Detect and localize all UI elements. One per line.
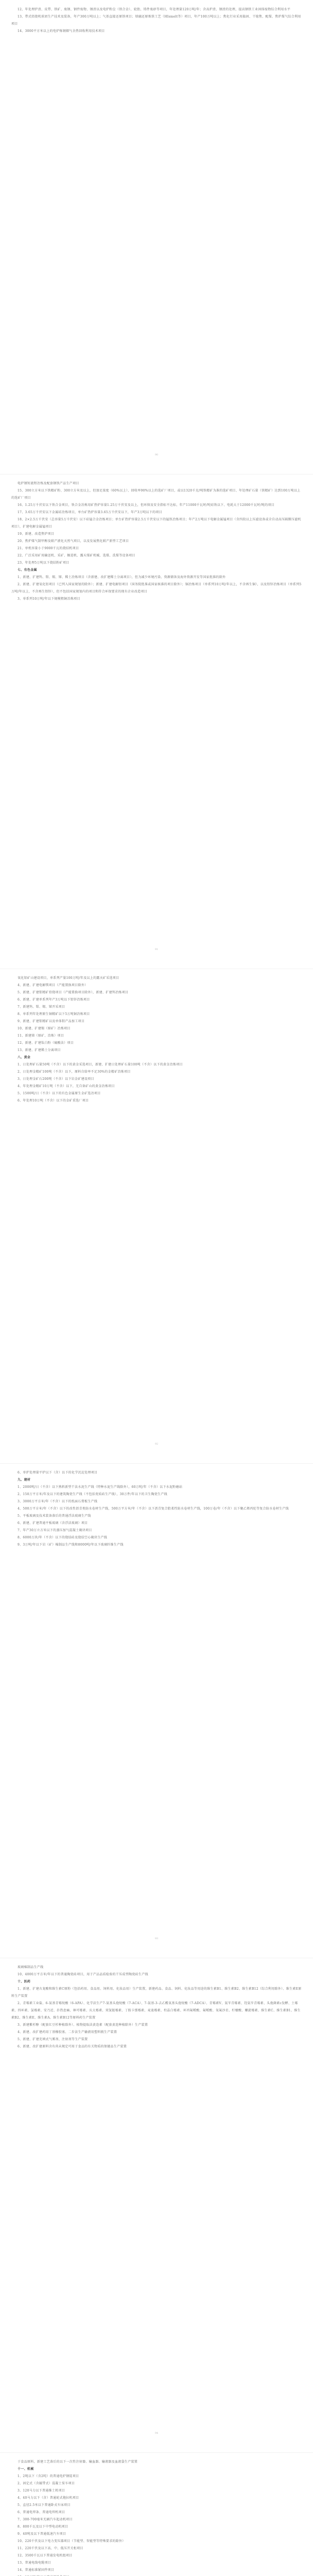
paragraph: 9、3万吨/年以下岩（矿）棉制品生产线和8000吨/年以下玻璃纤维生产线 <box>18 1543 124 1547</box>
paragraph: 12、新建、扩建钛白粉（硫酸法）项目 <box>18 1041 74 1045</box>
paragraph: 5、新建、扩建充填式气雾剂、注射剂等生产装置 <box>18 2038 88 2041</box>
paragraph: 2、150万平方米/年及以下的建筑陶瓷生产线（不包括瓷质砖生产线），30万件/年以下的卫生陶瓷生产线 <box>18 1493 167 1496</box>
paragraph: 6、普通电焊条、普通电焊机项目 <box>18 2511 65 2514</box>
section-heading: 七、有色金属 <box>18 568 37 572</box>
section-heading: 八、黄金 <box>18 1056 31 1059</box>
paragraph: 14、普通标准紧固件项目 <box>18 2568 55 2572</box>
paragraph: 14、3000平方米以上的电炉炼钢烟气余热回收利用技术项目 <box>18 29 105 33</box>
paragraph: 3、日处理金矿石200吨（不含）以下岩金矿建设项目 <box>18 1077 94 1081</box>
paragraph: 17、3.65万千伏安以下金属硅冶炼项目，单台矿热炉容量3.65万千伏安以下，年产3万吨以下的项目 <box>18 511 162 514</box>
paragraph: 5、新建、扩建钼精矿焙烧项目（产能置换项目除外），新建、扩建钨冶炼项目 <box>18 991 129 994</box>
paragraph: 4、40马力以下（含）普通轮式拖拉机项目 <box>18 2496 79 2500</box>
paragraph: 16、1.25万千伏安以下铁合金项目，铁合金冶炼用矿热炉容量1.25万千伏安及以上，但环保及安全指标不达标，年产11000千瓦时/吨硅铁以下、电耗大于12000千瓦时/吨的项目 <box>18 503 274 507</box>
paragraph: 8、单系列年处理原生铜精矿以下5万吨铜冶炼项目 <box>18 1012 90 1016</box>
document-page <box>0 474 313 969</box>
page-separator <box>0 1463 313 1464</box>
paragraph: 7、年产30万立方米以下的蒸压加气混凝土砌块项目 <box>18 1529 92 1532</box>
paragraph: 2、日处理金精矿100吨（不含）以下，原料自给率不足30%的金精矿冶炼项目 <box>18 1070 131 1074</box>
paragraph: 6、新建、扩建单系列年产3万吨以下铅锌冶炼项目 <box>18 998 90 1002</box>
paragraph: 3、3000万平方米/年（不含）以下的纸面石膏板生产线 <box>18 1500 98 1503</box>
paragraph: 13、普通电线电缆项目 <box>18 2561 51 2565</box>
paragraph: 5、1500吨/日（不含）以下的有色金属原生金矿选冶项目 <box>18 1092 101 1095</box>
paragraph: 10、220千伏及以下电力变压器项目（节能型、智能型等特殊要求的除外） <box>18 2539 126 2543</box>
paragraph: 10、4000万平方米/年以下的普通陶瓷砖项目，用于产品品质检验的干压成型陶瓷砖生产线 <box>18 1973 148 1976</box>
paragraph: 8、6000万块/年（不含）以下的烧结砖及烧结空心砌块生产线 <box>18 1536 108 1539</box>
paragraph: 10、新建、扩建锡（原矿）冶炼项目 <box>18 1027 71 1030</box>
page-body <box>0 6 313 35</box>
paragraph: 5、直径2.5米以下普通卧式车床项目 <box>18 2503 71 2507</box>
paragraph: 1、2吨以下（含2吨）的普通电炉钢锭项目 <box>18 2475 79 2478</box>
document-page <box>0 2452 313 2576</box>
paragraph: 21、单机容量小于9000千瓦的烧结机项目 <box>18 547 79 550</box>
paragraph: 2、固定式（含履带式）混凝土泵车项目 <box>18 2482 75 2485</box>
page-body <box>0 975 313 1105</box>
paragraph: 15、300立方米以下铁精矿粉、300立方米及以上，但加足浓度（60%以上）、回收率90%以上的选矿厂项目，或以1320千克/吨铁精矿为准的选矿项目、年处理矿石量（铁精矿）达到100万吨以上的选矿厂项目 <box>11 489 301 500</box>
section-heading: 十、医药 <box>18 1980 31 1984</box>
paragraph: 氧化铝矿山建设项目，单系列产量100万吨/年及以上的露天矿采选项目 <box>18 976 119 980</box>
document-page <box>0 0 313 474</box>
paragraph: 9、40吨及以下普通低速汽车项目 <box>18 2532 66 2536</box>
page-number: 92 <box>154 1443 159 1446</box>
paragraph: 6、年处理10万吨（不含）以下的金矿重选厂项目 <box>18 1099 89 1103</box>
paragraph: 4、新建、扩建电解镁项目（产能置换项目除外） <box>18 984 88 987</box>
paragraph: 9、新建、扩建钼精矿以及单体钼产品加工项目 <box>18 1020 85 1023</box>
section-heading: 十一、机械 <box>18 2467 34 2471</box>
paragraph: 20、焦炉煤气制甲醇及联产液化天然气项目，以及发展焦化联产新型工艺项目 <box>18 539 129 543</box>
paragraph: 4、年处理金精矿10万吨（不含）以下，无自备矿山的黄金冶炼项目 <box>18 1084 115 1088</box>
paragraph: 23、年处理5万吨以下烧结粉矿项目 <box>18 561 69 565</box>
paragraph: 12、3500千瓦以下普通发电机组项目 <box>18 2554 73 2557</box>
paragraph: 2、青霉素工业盐、6-氨基青霉烷酸（6-APA）、化学法生产7-氨基头孢烷酸（7-ACA）、7-氨基-3-去乙酰氧基头孢烷酸（7-ADCA）、青霉素V、氨苄青霉素、羟氨苄青霉素、头孢菌素c发酵、土霉素、四环素、氯霉素、安乃近、扑热息痛、林可霉素、庆大霉素、双氢链霉素、丁胺卡那霉素、麦迪霉素、柱晶白霉素、环丙氟哌酸、氟哌酸、氧氟沙星、柠檬酸、螺旋霉素、维生素C、维生素B1、维生素B2、维生素E、维生素A、维生素B12等原料药生产装置 <box>11 2002 301 2020</box>
page-body <box>0 1469 313 1549</box>
paragraph: 1、新建、扩建钨、钼、锡、锑、稀土冶炼项目（含新建、改扩建稀土分离项目），但为减少环境污染、资源储备及海外资源开发等国家批准的除外 <box>18 575 226 579</box>
paragraph: 4、500万平方米/年（不含）以下的改性沥青类防水卷材生产线，500万平方米/年（不含）以下沥青复合胎柔性防水卷材生产线，100万卷/年（不含）以下聚乙烯丙纶等复合防水卷材生产线 <box>18 1507 289 1511</box>
paragraph: 7、新建钨、钼、锡、锑开采项目 <box>18 1005 65 1009</box>
page-number: 93 <box>154 1937 159 1940</box>
paragraph: 于食品原料，新建工艺落后的以下一次性注射器、输血器、输液器及血液袋生产装置 <box>18 2460 138 2464</box>
page-number: 94 <box>154 2432 159 2435</box>
paragraph: 6、单炉处理量平炉以下（含）以下的化学沉淀处理项目 <box>18 1471 98 1475</box>
paragraph: 3、新建紫杉醇（配套红豆杉种植除外）、植物提取法黄连素（配套黄连种植除外）生产装置 <box>18 2023 148 2027</box>
paragraph: 4、新建、改扩建药用丁基橡胶塞、二步法生产输液用塑料瓶生产装置 <box>18 2030 117 2034</box>
document-page <box>0 969 313 1463</box>
paragraph: 电炉钢短流程冶炼及配套钢铁产品生产项目 <box>18 482 79 485</box>
paragraph: 3、120马力以下普通推土机项目 <box>18 2489 65 2493</box>
paragraph: 11、220千伏及以下高、中、低压开关柜项目 <box>18 2547 83 2550</box>
page-body <box>0 2459 313 2576</box>
page-separator <box>0 2452 313 2453</box>
paragraph: 6、新建、改扩建原料含有尚未规定可用于食品的有关物质的保健品生产装置 <box>18 2045 127 2048</box>
paragraph: 6、新建、扩建普通平板玻璃（含浮法玻璃）项目 <box>18 1521 88 1525</box>
page-number: 91 <box>154 948 159 951</box>
paragraph: 13、新建、扩建稀土分离项目 <box>18 1048 61 1052</box>
paragraph: 8、800千瓦及以下中型电动机项目 <box>18 2525 68 2529</box>
paragraph: 22、广泛采用矿用输送机、采矿、掘进机、露天煤矿机械、选煤、洗煤等设备项目 <box>18 554 135 557</box>
page-body <box>0 1964 313 2050</box>
paragraph <box>11 2574 302 2576</box>
page-body <box>0 480 313 603</box>
paragraph: 1、2000吨/日（不含）以下熟料新型干法水泥生产线（特种水泥生产线除外），60万吨/年（不含）以下水泥粉磨站 <box>18 1485 183 1489</box>
paragraph: 5、平板玻璃及技术装备落后的普通浮法玻璃生产线 <box>18 1514 91 1518</box>
paragraph: 3、单系列10万吨/年以下规模粗铜冶炼项目 <box>18 597 80 601</box>
paragraph: 1、新建、扩建古龙酸和维生素C原粉（包括药用、食品用、饲料用、化妆品用）生产装置，新建药品、食品、饲料、化妆品等用途的维生素B1、维生素B2、维生素B12（综合利用除外）、维生素E原料生产装置 <box>11 1987 302 1998</box>
page-number: 90 <box>154 453 159 456</box>
paragraph: 12、年处理炉渣、皮带、铁矿、废钢、钢件废物、钢渣以及电炉粉尘（铁合金）、轮胎、铸件废砂等项目，年处理量120万吨/年；含高炉渣、钢渣的处理，提高钢铁工业固体废物综合利用水平 <box>18 8 291 11</box>
paragraph: 玻璃棉制品生产线 <box>18 1965 44 1969</box>
paragraph: 11、新建锑（原矿、冶炼）项目 <box>18 1034 64 1038</box>
paragraph: 19、新建、改造焦炉项目 <box>18 532 55 536</box>
paragraph: 1、日处理矿石量50吨（不含）以下的黄金采选项目，新建、扩建日处理矿石量100吨（不含）以下的黄金冶炼项目 <box>18 1063 183 1066</box>
paragraph: 13、带式焙烧机球团生产技术及装备，年产300万吨以上；气基直接还原铁项目；熔融还原炼铁工艺（HIsmelt等）项目，年产100万吨以上；焦化行业采用捣固、干熄焦、配煤、焦炉煤气综合利用项目 <box>11 15 301 26</box>
paragraph: 2、新建、扩建氧化铝项目（已列入国家规划的除外）；新建、扩建电解铝项目（国务院批准或国家核准的项目除外）；铜冶炼项目（单系列10万吨/年以上，不含再生铜），以及铅锌冶炼项目（单系列5万吨/年以上，不含再生铅锌），但不包括国家规划内的项目和符合环保要求的现有企业改造项目 <box>11 583 302 594</box>
paragraph: 18、2×2.5万千伏安（总容量5万千伏安）以下硅锰合金冶炼项目；单台矿热炉容量2.5万千伏安以下的锰铁冶炼项目；年产2万吨以下电解金属锰项目（含四段以上压滤设备或全自动高压隔膜压滤机项目），扩建电解金属锰项目 <box>11 518 301 529</box>
document-page <box>0 1463 313 1958</box>
section-heading: 九、建材 <box>18 1478 31 1482</box>
paragraph: 7、300-700毫米无刷汽车起动机项目 <box>18 2518 73 2521</box>
document-page <box>0 1958 313 2452</box>
